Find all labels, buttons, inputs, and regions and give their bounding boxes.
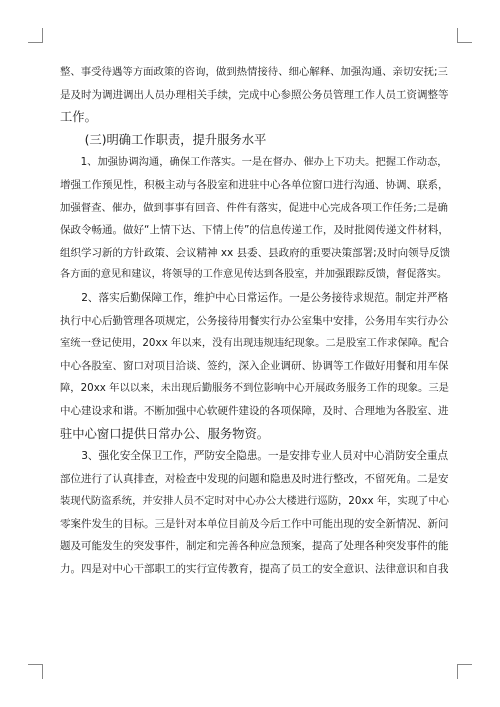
text-line: 保政令畅通。做好“上情下达、下情上传”的信息传递工作，及时批阅传递文件材料， (60, 224, 449, 237)
crop-mark-top-left (28, 28, 43, 43)
text-line: 各方面的意见和建议，将领导的工作意见传达到各股室，并加强跟踪反馈，督促落实。 (60, 269, 448, 281)
text-line: 障，20xx 年以以来，未出现后勤服务不到位影响中心开展政务服务工作的现象。三是 (60, 382, 449, 395)
text-line: 整、事受待遇等方面政策的咨询，做到热情接待、细心解释、加强沟通、亲切安抚;三 (60, 66, 448, 78)
text-line: 3、强化安全保卫工作，严防安全隐患。一是安排专业人员对中心消防安全重点 (81, 450, 449, 463)
text-line: 执行中心后勤管理各项规定，公务接待用餐实行办公室集中安排，公务用车实行办公 (60, 314, 449, 327)
text-line: 1、加强协调沟通，确保工作落实。一是在督办、催办上下功夫。把握工作动态， (80, 156, 448, 169)
text-line: 驻中心窗口提供日常办公、服务物资。 (60, 426, 270, 441)
text-line: 是及时为调进调出人员办理相关手续，完成中心参照公务员管理工作人员工资调整等 (60, 88, 449, 101)
document-body (60, 61, 450, 581)
text-line: 中心各股室、窗口对项目洽谈、签约，深入企业调研、协调等工作做好用餐和用车保 (60, 359, 449, 372)
text-line: 组织学习新的方针政策、会议精神 xx 县委、县政府的重要决策部署;及时向领导反馈 (60, 246, 451, 259)
text-line: 室统一登记使用，20xx 年以来，没有出现违规违纪现象。二是股室工作求保障。配合 (60, 337, 449, 350)
text-line: 零案件发生的目标。三是针对本单位目前及今后工作中可能出现的安全新情况、新问 (60, 517, 449, 530)
text-line: 2、落实后勤保障工作，维护中心日常运作。一是公务接待求规范。制定并严格 (81, 291, 449, 304)
text-line: 题及可能发生的突发事件，制定和完善各种应急预案，提高了处理各种突发事件的能 (60, 540, 449, 553)
text-line: 装现代防盗系统，并安排人员不定时对中心办公大楼进行巡防，20xx 年，实现了中心 (60, 495, 449, 508)
text-line: 力。四是对中心干部职工的实行宣传教育，提高了员工的安全意识、法律意识和自我 (60, 563, 449, 576)
text-line: 工作。 (60, 110, 97, 125)
text-line: 中心建设求和谐。不断加强中心软硬件建设的各项保障，及时、合理地为各股室、进 (60, 404, 449, 417)
crop-mark-bottom-right (457, 664, 472, 679)
crop-mark-bottom-left (28, 664, 43, 679)
crop-mark-top-right (457, 28, 472, 43)
text-line: 加强督查、催办，做到事事有回音、件件有落实，促进中心完成各项工作任务;二是确 (60, 201, 448, 214)
text-line: (三)明确工作职责，提升服务水平 (84, 132, 267, 147)
text-line: 部位进行了认真排查，对检查中发现的问题和隐患及时进行整改，不留死角。二是安 (60, 472, 449, 485)
text-line: 增强工作预见性，积极主动与各股室和进驻中心各单位窗口进行沟通、协调、联系， (60, 178, 449, 191)
